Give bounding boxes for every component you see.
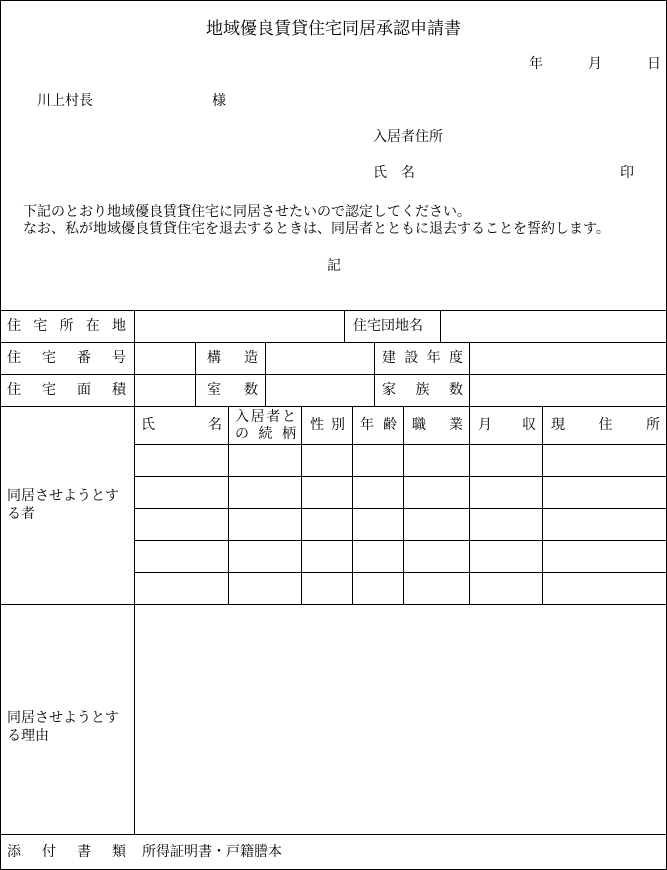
header-sex: 性 別 — [310, 417, 345, 433]
ki-label: 記 — [327, 258, 341, 274]
housing-number-label: 住 宅 番 号 — [7, 350, 126, 366]
complex-name-label: 住宅団地名 — [353, 318, 423, 334]
persons-label-line-2: る者 — [7, 506, 35, 522]
floor-area-label: 住 宅 面 積 — [7, 382, 126, 398]
rooms-label: 室 数 — [207, 382, 258, 398]
addressee-honorific: 様 — [212, 93, 226, 109]
date-day-label: 日 — [647, 56, 661, 72]
date-year-label: 年 — [529, 56, 543, 72]
form-title: 地域優良賃貸住宅同居承認申請書 — [206, 19, 461, 39]
applicant-address-label: 入居者住所 — [373, 129, 443, 145]
built-year-label: 建 設 年 度 — [382, 350, 463, 366]
attachments-value: 所得証明書・戸籍謄本 — [142, 844, 282, 860]
header-relation-line-2: の 続 柄 — [235, 426, 296, 442]
persons-label-line-1: 同居させようとす — [7, 488, 119, 504]
header-occupation: 職 業 — [412, 417, 463, 433]
family-count-label: 家 族 数 — [382, 382, 463, 398]
header-age: 年 齢 — [360, 417, 397, 433]
addressee-name: 川上村長 — [37, 93, 93, 109]
address-label: 住 宅 所 在 地 — [7, 318, 126, 334]
reason-label-line-2: る理由 — [7, 728, 49, 744]
reason-label-line-1: 同居させようとす — [7, 710, 119, 726]
seal-mark: 印 — [620, 165, 634, 181]
date-month-label: 月 — [588, 56, 602, 72]
declaration-line-1: 下記のとおり地域優良賃貸住宅に同居させたいので認定してください。 — [23, 204, 471, 220]
applicant-name-label: 氏 名 — [373, 165, 415, 181]
header-relation-line-1: 入 居 者 と — [235, 409, 296, 425]
header-current-address: 現 住 所 — [551, 417, 660, 433]
declaration-line-2: なお、私が地域優良賃貸住宅を退去するときは、同居者とともに退去することを誓約します。 — [23, 221, 610, 237]
header-income: 月 収 — [478, 417, 536, 433]
structure-label: 構 造 — [207, 350, 258, 366]
attachments-label: 添 付 書 類 — [7, 844, 126, 860]
header-name: 氏 名 — [141, 417, 222, 433]
